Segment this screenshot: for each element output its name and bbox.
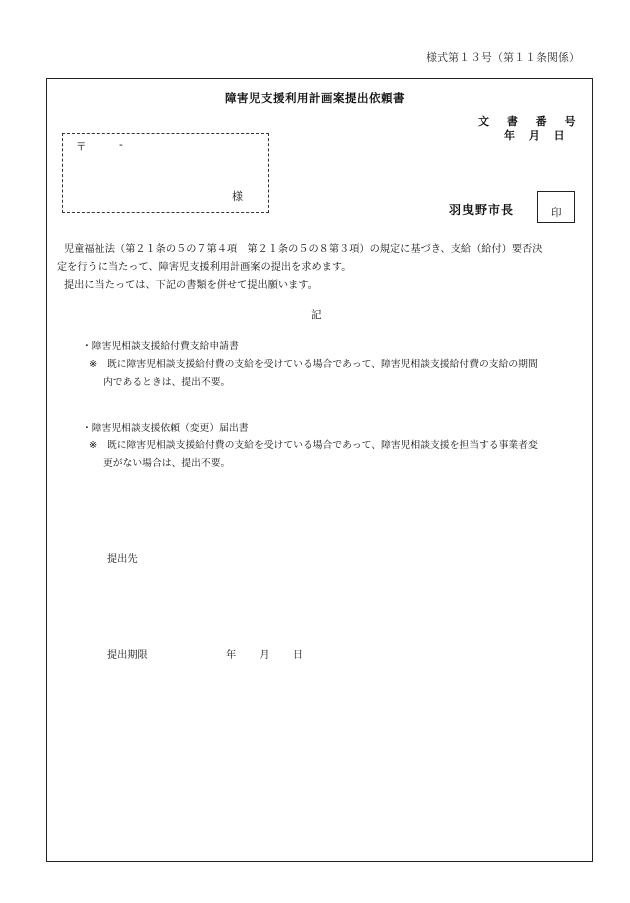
item-2-note-line-1: ※ 既に障害児相談支援給付費の支給を受けている場合であって、障害児相談支援を担当する事業者変 [89, 440, 538, 451]
body-line-1: 児童福祉法（第２１条の５の７第４項 第２１条の５の８第３項）の規定に基づき、支給（給付）要否決 [64, 244, 543, 255]
recipient-honorific: 様 [232, 190, 243, 203]
postal-separator: - [119, 139, 123, 151]
document-title: 障害児支援利用計画案提出依頼書 [225, 91, 405, 105]
item-2-title: ・障害児相談支援依頼（変更）届出書 [82, 423, 249, 434]
destination-label: 提出先 [107, 554, 138, 565]
postal-mark: 〒 [76, 141, 87, 153]
item-1-title: ・障害児相談支援給付費支給申請書 [82, 341, 239, 352]
item-1-note-line-1: ※ 既に障害児相談支援給付費の支給を受けている場合であって、障害児相談支援給付費の支給の期間 [89, 359, 538, 370]
seal-label: 印 [551, 207, 562, 219]
document-date-label: 年 月 日 [504, 129, 565, 142]
item-2-note-line-2: 更がない場合は、提出不要。 [103, 458, 231, 469]
document-number-label: 文 書 番 号 [478, 115, 578, 128]
body-line-2: 定を行うに当たって、障害児支援利用計画案の提出を求めます。 [57, 262, 352, 273]
body-line-3: 提出に当たっては、下記の書類を併せて提出願います。 [64, 280, 318, 291]
sender-name: 羽曳野市長 [449, 203, 515, 217]
item-1-note-line-2: 内であるときは、提出不要。 [103, 377, 231, 388]
ki-heading: 記 [311, 309, 322, 321]
deadline-label: 提出期限 [107, 650, 148, 661]
form-number: 様式第１３号（第１１条関係） [426, 51, 580, 64]
deadline-date: 年 月 日 [226, 650, 304, 661]
